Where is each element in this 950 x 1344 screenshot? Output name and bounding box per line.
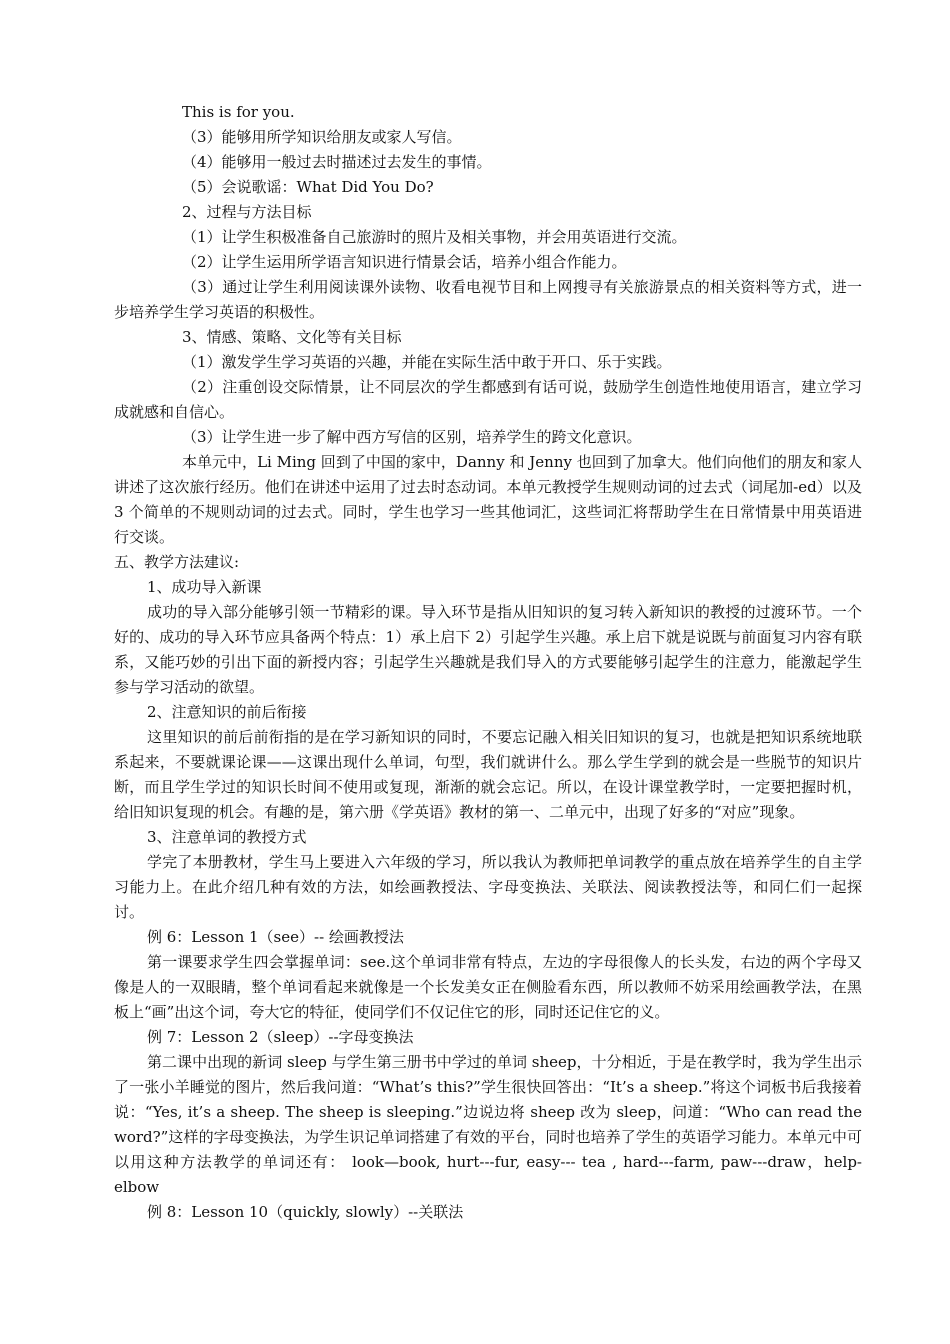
objective-item: （4）能够用一般过去时描述过去发生的事情。 xyxy=(182,153,492,171)
paragraph: 第一课要求学生四会掌握单词：see.这个单词非常有特点，左边的字母很像人的长头发，右边的两个字母又像是人的一双眼睛，整个单词看起来就像是一个长发美女正在侧脸看东西，所以教师不妨采用绘画教学法，在黑板上“画”出这个词，夸大它的特征，使同学们不仅记住它的形，同时还记住它的义。 xyxy=(114,953,862,1021)
example-heading: 例 6：Lesson 1（see）-- 绘画教授法 xyxy=(147,928,404,946)
paragraph: 这里知识的前后前衔指的是在学习新知识的同时，不要忘记融入相关旧知识的复习，也就是把知识系统地联系起来，不要就课论课——这课出现什么单词，句型，我们就讲什么。那么学生学到的就会是一些脱节的知识片断，而且学生学过的知识长时间不使用或复现，渐渐的就会忘记。所以，在设计课堂教学时，一定要把握时机，给旧知识复现的机会。有趣的是，第六册《学英语》教材的第一、二单元中，出现了好多的“对应”现象。 xyxy=(114,728,862,821)
section-heading: 3、注意单词的教授方式 xyxy=(147,828,307,846)
objective-item: （2）让学生运用所学语言知识进行情景会话，培养小组合作能力。 xyxy=(182,253,627,271)
text-line: This is for you. xyxy=(182,103,295,121)
section-heading: 3、情感、策略、文化等有关目标 xyxy=(182,328,402,346)
paragraph: 学完了本册教材，学生马上要进入六年级的学习，所以我认为教师把单词教学的重点放在培养学生的自主学习能力上。在此介绍几种有效的方法，如绘画教授法、字母变换法、关联法、阅读教授法等，和同仁们一起探讨。 xyxy=(114,853,862,921)
chapter-heading: 五、教学方法建议: xyxy=(114,553,240,571)
objective-item: （2）注重创设交际情景，让不同层次的学生都感到有话可说，鼓励学生创造性地使用语言，建立学习成就感和自信心。 xyxy=(114,378,862,421)
objective-item: （1）让学生积极准备自己旅游时的照片及相关事物，并会用英语进行交流。 xyxy=(182,228,687,246)
objective-item: （1）激发学生学习英语的兴趣，并能在实际生活中敢于开口、乐于实践。 xyxy=(182,353,672,371)
section-heading: 1、成功导入新课 xyxy=(147,578,262,596)
paragraph: 成功的导入部分能够引领一节精彩的课。导入环节是指从旧知识的复习转入新知识的教授的过渡环节。一个好的、成功的导入环节应具备两个特点：1）承上启下 2）引起学生兴趣。承上启下就是说既与前面复习内容有联系，又能巧妙的引出下面的新授内容；引起学生兴趣就是我们导入的方式要能够引起学生的注意力，能激起学生参与学习活动的欲望。 xyxy=(114,603,862,696)
objective-item: （3）能够用所学知识给朋友或家人写信。 xyxy=(182,128,462,146)
paragraph: 本单元中，Li Ming 回到了中国的家中，Danny 和 Jenny 也回到了加拿大。他们向他们的朋友和家人讲述了这次旅行经历。他们在讲述中运用了过去时态动词。本单元教授学生规则动词的过去式（词尾加-ed）以及 3 个简单的不规则动词的过去式。同时，学生也学习一些其他词汇，这些词汇将帮助学生在日常情景中用英语进行交谈。 xyxy=(114,453,862,546)
paragraph: 第二课中出现的新词 sleep 与学生第三册书中学过的单词 sheep，十分相近，于是在教学时，我为学生出示了一张小羊睡觉的图片，然后我问道：“What’s this?”学生很快回答出：“It’s a sheep.”将这个词板书后我接着说：“Yes, it’s a sheep. The sheep is sleeping.”边说边将 sheep 改为 sleep，问道：“Who can read the word?”这样的字母变换法，为学生识记单词搭建了有效的平台，同时也培养了学生的英语学习能力。本单元中可以用这种方法教学的单词还有： look—book, hurt---fur, easy--- tea , hard---farm, paw---draw，help-elbow xyxy=(114,1053,862,1196)
objective-item: （5）会说歌谣：What Did You Do? xyxy=(182,178,434,196)
objective-item: （3）让学生进一步了解中西方写信的区别，培养学生的跨文化意识。 xyxy=(182,428,642,446)
section-heading: 2、注意知识的前后衔接 xyxy=(147,703,307,721)
document-body xyxy=(114,100,862,1225)
example-heading: 例 7：Lesson 2（sleep）--字母变换法 xyxy=(147,1028,414,1046)
example-heading: 例 8：Lesson 10（quickly, slowly）--关联法 xyxy=(147,1203,464,1221)
section-heading: 2、过程与方法目标 xyxy=(182,203,312,221)
objective-item: （3）通过让学生利用阅读课外读物、收看电视节目和上网搜寻有关旅游景点的相关资料等方式，进一步培养学生学习英语的积极性。 xyxy=(114,278,862,321)
